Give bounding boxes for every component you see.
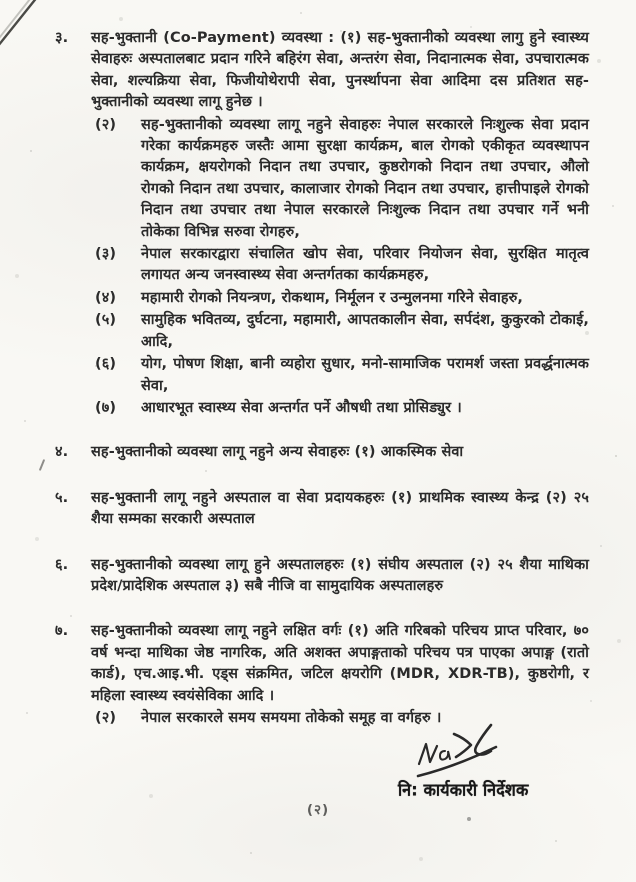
sub-item — [91, 354, 589, 397]
scan-noise-specks — [0, 0, 2, 2]
sub-item-number: (६) — [95, 356, 117, 373]
item-text: सह-भुक्तानीको व्यवस्था लागू नहुने लक्षित वर्गः (१) अति गरिबको परिचय प्राप्त परिवार, ७० वर्ष भन्दा माथिका जेष्ठ नागरिक, अति अशक्त अपाङ्गताको परिचय पत्र पाएका अपाङ्ग (रातो कार्ड), एच.आइ.भी. एड्स संक्रमित, जटिल क्षयरोगि (MDR, XDR-TB), कुष्ठरोगी, र महिला स्वास्थ्य स्वयंसेविका आदि । — [91, 623, 589, 704]
numbered-item — [55, 28, 589, 419]
sub-item — [91, 115, 589, 243]
page-fold-artifact — [0, 0, 60, 60]
handwritten-signature — [412, 722, 527, 782]
sub-item-number: (४) — [95, 289, 117, 306]
item-number: ७. — [55, 623, 69, 640]
sub-item-text: सामुहिक भवितव्य, दुर्घटना, महामारी, आपतकालीन सेवा, सर्पदंश, कुकुरको टोकाई, आदि, — [141, 312, 589, 350]
item-number: ४. — [55, 444, 69, 461]
document-body — [55, 28, 589, 729]
sub-item-text: आधारभूत स्वास्थ्य सेवा अन्तर्गत पर्ने औषधी तथा प्रोसिड्युर । — [141, 399, 462, 416]
sub-item-number: (२) — [95, 116, 117, 133]
item-body — [91, 442, 589, 464]
item-body — [91, 488, 589, 532]
numbered-item — [55, 621, 589, 729]
item-text: सह-भुक्तानीको व्यवस्था लागू नहुने अन्य सेवाहरुः (१) आकस्मिक सेवा — [91, 444, 464, 461]
scan-artifact-slash — [39, 459, 45, 471]
item-subitems — [91, 115, 589, 420]
sub-item-text: योग, पोषण शिक्षा, बानी व्यहोरा सुधार, मनो-सामाजिक परामर्श जस्ता प्रवर्द्धनात्मक सेवा, — [141, 356, 589, 394]
item-body — [91, 555, 589, 599]
numbered-item — [55, 488, 589, 532]
page-number: (२) — [306, 802, 330, 818]
item-number: ६. — [55, 556, 69, 573]
sub-item — [91, 288, 589, 309]
sub-item — [91, 398, 589, 419]
item-text: सह-भुक्तानी (Co-Payment) व्यवस्था : (१) सह-भुक्तानीको व्यवस्था लागु हुने स्वास्थ्य सेवाहरुः अस्पतालबाट प्रदान गरिने बहिरंग सेवा, अन्तरंग सेवा, निदानात्मक सेवा, उपचारात्मक सेवा, शल्यक्रिया सेवा, फिजीयोथेरापी सेवा, पुनर्स्थापना सेवा आदिमा दस प्रतिशत सह-भुक्तानीको व्यवस्था लागू हुनेछ । — [91, 30, 590, 111]
item-text: सह-भुक्तानीको व्यवस्था लागू हुने अस्पतालहरुः (१) संघीय अस्पताल (२) २५ शैया माथिका प्रदेश/प्रादेशिक अस्पताल ३) सबै नीजि वा सामुदायिक अस्पतालहरु — [91, 556, 589, 594]
sub-item-number: (५) — [95, 312, 117, 329]
numbered-item — [55, 555, 589, 599]
sub-item — [91, 310, 589, 353]
item-body — [91, 621, 589, 729]
numbered-item — [55, 442, 589, 464]
item-body — [91, 28, 589, 419]
sub-item-number: (७) — [95, 399, 117, 416]
numbered-item-list — [55, 28, 589, 729]
signature-block — [398, 722, 598, 808]
sub-item-text: सह-भुक्तानीको व्यवस्था लागू नहुने सेवाहरुः नेपाल सरकारले निःशुल्क सेवा प्रदान गरेका कार्यक्रमहरु जस्तैः आमा सुरक्षा कार्यक्रम, बाल रोगको एकीकृत व्यवस्थापन कार्यक्रम, क्षयरोगको निदान तथा उपचार, कुष्ठरोगको निदान तथा उपचार, औलो रोगको निदान तथा उपचार, कालाजार रोगको निदान तथा उपचार, हात्तीपाइले रोगको निदान तथा उपचार तथा नेपाल सरकारले निःशुल्क निदान तथा उपचार गर्ने भनी तोकेका विभिन्न सरुवा रोगहरु, — [141, 116, 589, 240]
sub-item-text: नेपाल सरकारद्वारा संचालित खोप सेवा, परिवार नियोजन सेवा, सुरक्षित मातृत्व लगायत अन्य जनस्वास्थ्य सेवा अन्तर्गतका कार्यक्रमहरु, — [141, 246, 589, 284]
sub-item — [91, 244, 589, 287]
item-number: ५. — [55, 489, 69, 506]
item-number: ३. — [55, 30, 69, 46]
sub-item-number: (३) — [95, 246, 117, 263]
sub-item-text: महामारी रोगको नियन्त्रण, रोकथाम, निर्मूलन र उन्मुलनमा गरिने सेवाहरु, — [141, 289, 524, 306]
sub-item-number: (२) — [95, 709, 117, 726]
signatory-title-stamp: नि: कार्यकारी निर्देशक — [398, 779, 529, 800]
item-text: सह-भुक्तानी लागू नहुने अस्पताल वा सेवा प्रदायकहरुः (१) प्राथमिक स्वास्थ्य केन्द्र (२) २५ शैया सम्मका सरकारी अस्पताल — [91, 489, 589, 528]
sub-item-text: नेपाल सरकारले समय समयमा तोकेको समूह वा वर्गहरु । — [141, 709, 442, 726]
